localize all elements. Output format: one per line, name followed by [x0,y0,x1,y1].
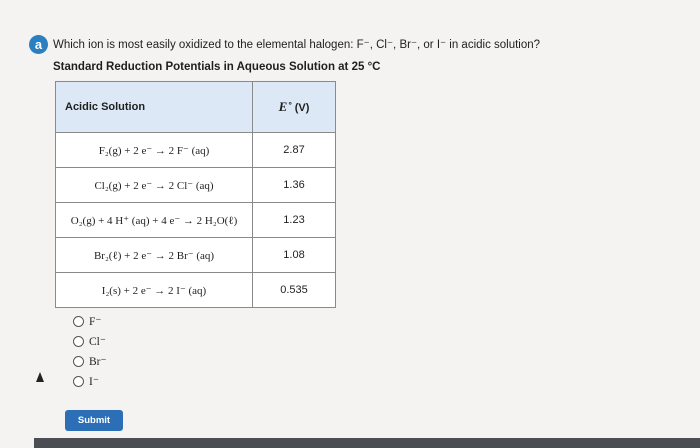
table-header-row [56,82,336,133]
option-chloride[interactable] [73,331,107,351]
reaction-cell: O₂(g) + 4 H⁺ (aq) + 4 e⁻ → 2 H₂O(ℓ) [56,203,253,238]
table-title: Standard Reduction Potentials in Aqueous Solution at 25 °C [53,61,381,73]
option-label: Cl⁻ [89,336,106,348]
option-label: I⁻ [89,376,99,388]
potential-cell: 2.87 [253,133,336,168]
mouse-cursor-icon [36,372,44,382]
table-row [56,203,336,238]
reduction-potentials-table [55,81,336,308]
option-label: F⁻ [89,316,102,328]
header-potential-symbol: E˚ [278,99,292,114]
question-part-badge: a [29,35,48,54]
table-row [56,133,336,168]
header-potential [253,82,336,133]
bottom-bar [34,438,700,448]
header-potential-unit: (V) [294,102,310,114]
potential-cell: 1.08 [253,238,336,273]
table-row [56,238,336,273]
radio-button[interactable] [73,376,84,387]
radio-button[interactable] [73,356,84,367]
option-bromide[interactable] [73,351,107,371]
reaction-cell: Br₂(ℓ) + 2 e⁻ → 2 Br⁻ (aq) [56,238,253,273]
reaction-cell: Cl₂(g) + 2 e⁻ → 2 Cl⁻ (aq) [56,168,253,203]
table-row [56,273,336,308]
radio-button[interactable] [73,336,84,347]
table-row [56,168,336,203]
potential-cell: 1.36 [253,168,336,203]
radio-button[interactable] [73,316,84,327]
option-iodide[interactable] [73,371,107,391]
question-text: Which ion is most easily oxidized to the elemental halogen: F⁻, Cl⁻, Br⁻, or I⁻ in acidic solution? [53,39,541,51]
submit-button[interactable]: Submit [65,410,123,431]
reaction-cell: F₂(g) + 2 e⁻ → 2 F⁻ (aq) [56,133,253,168]
answer-options [73,311,107,391]
header-acidic-solution: Acidic Solution [56,82,253,133]
potential-cell: 1.23 [253,203,336,238]
reaction-cell: I₂(s) + 2 e⁻ → 2 I⁻ (aq) [56,273,253,308]
option-fluoride[interactable] [73,311,107,331]
potential-cell: 0.535 [253,273,336,308]
option-label: Br⁻ [89,356,107,368]
